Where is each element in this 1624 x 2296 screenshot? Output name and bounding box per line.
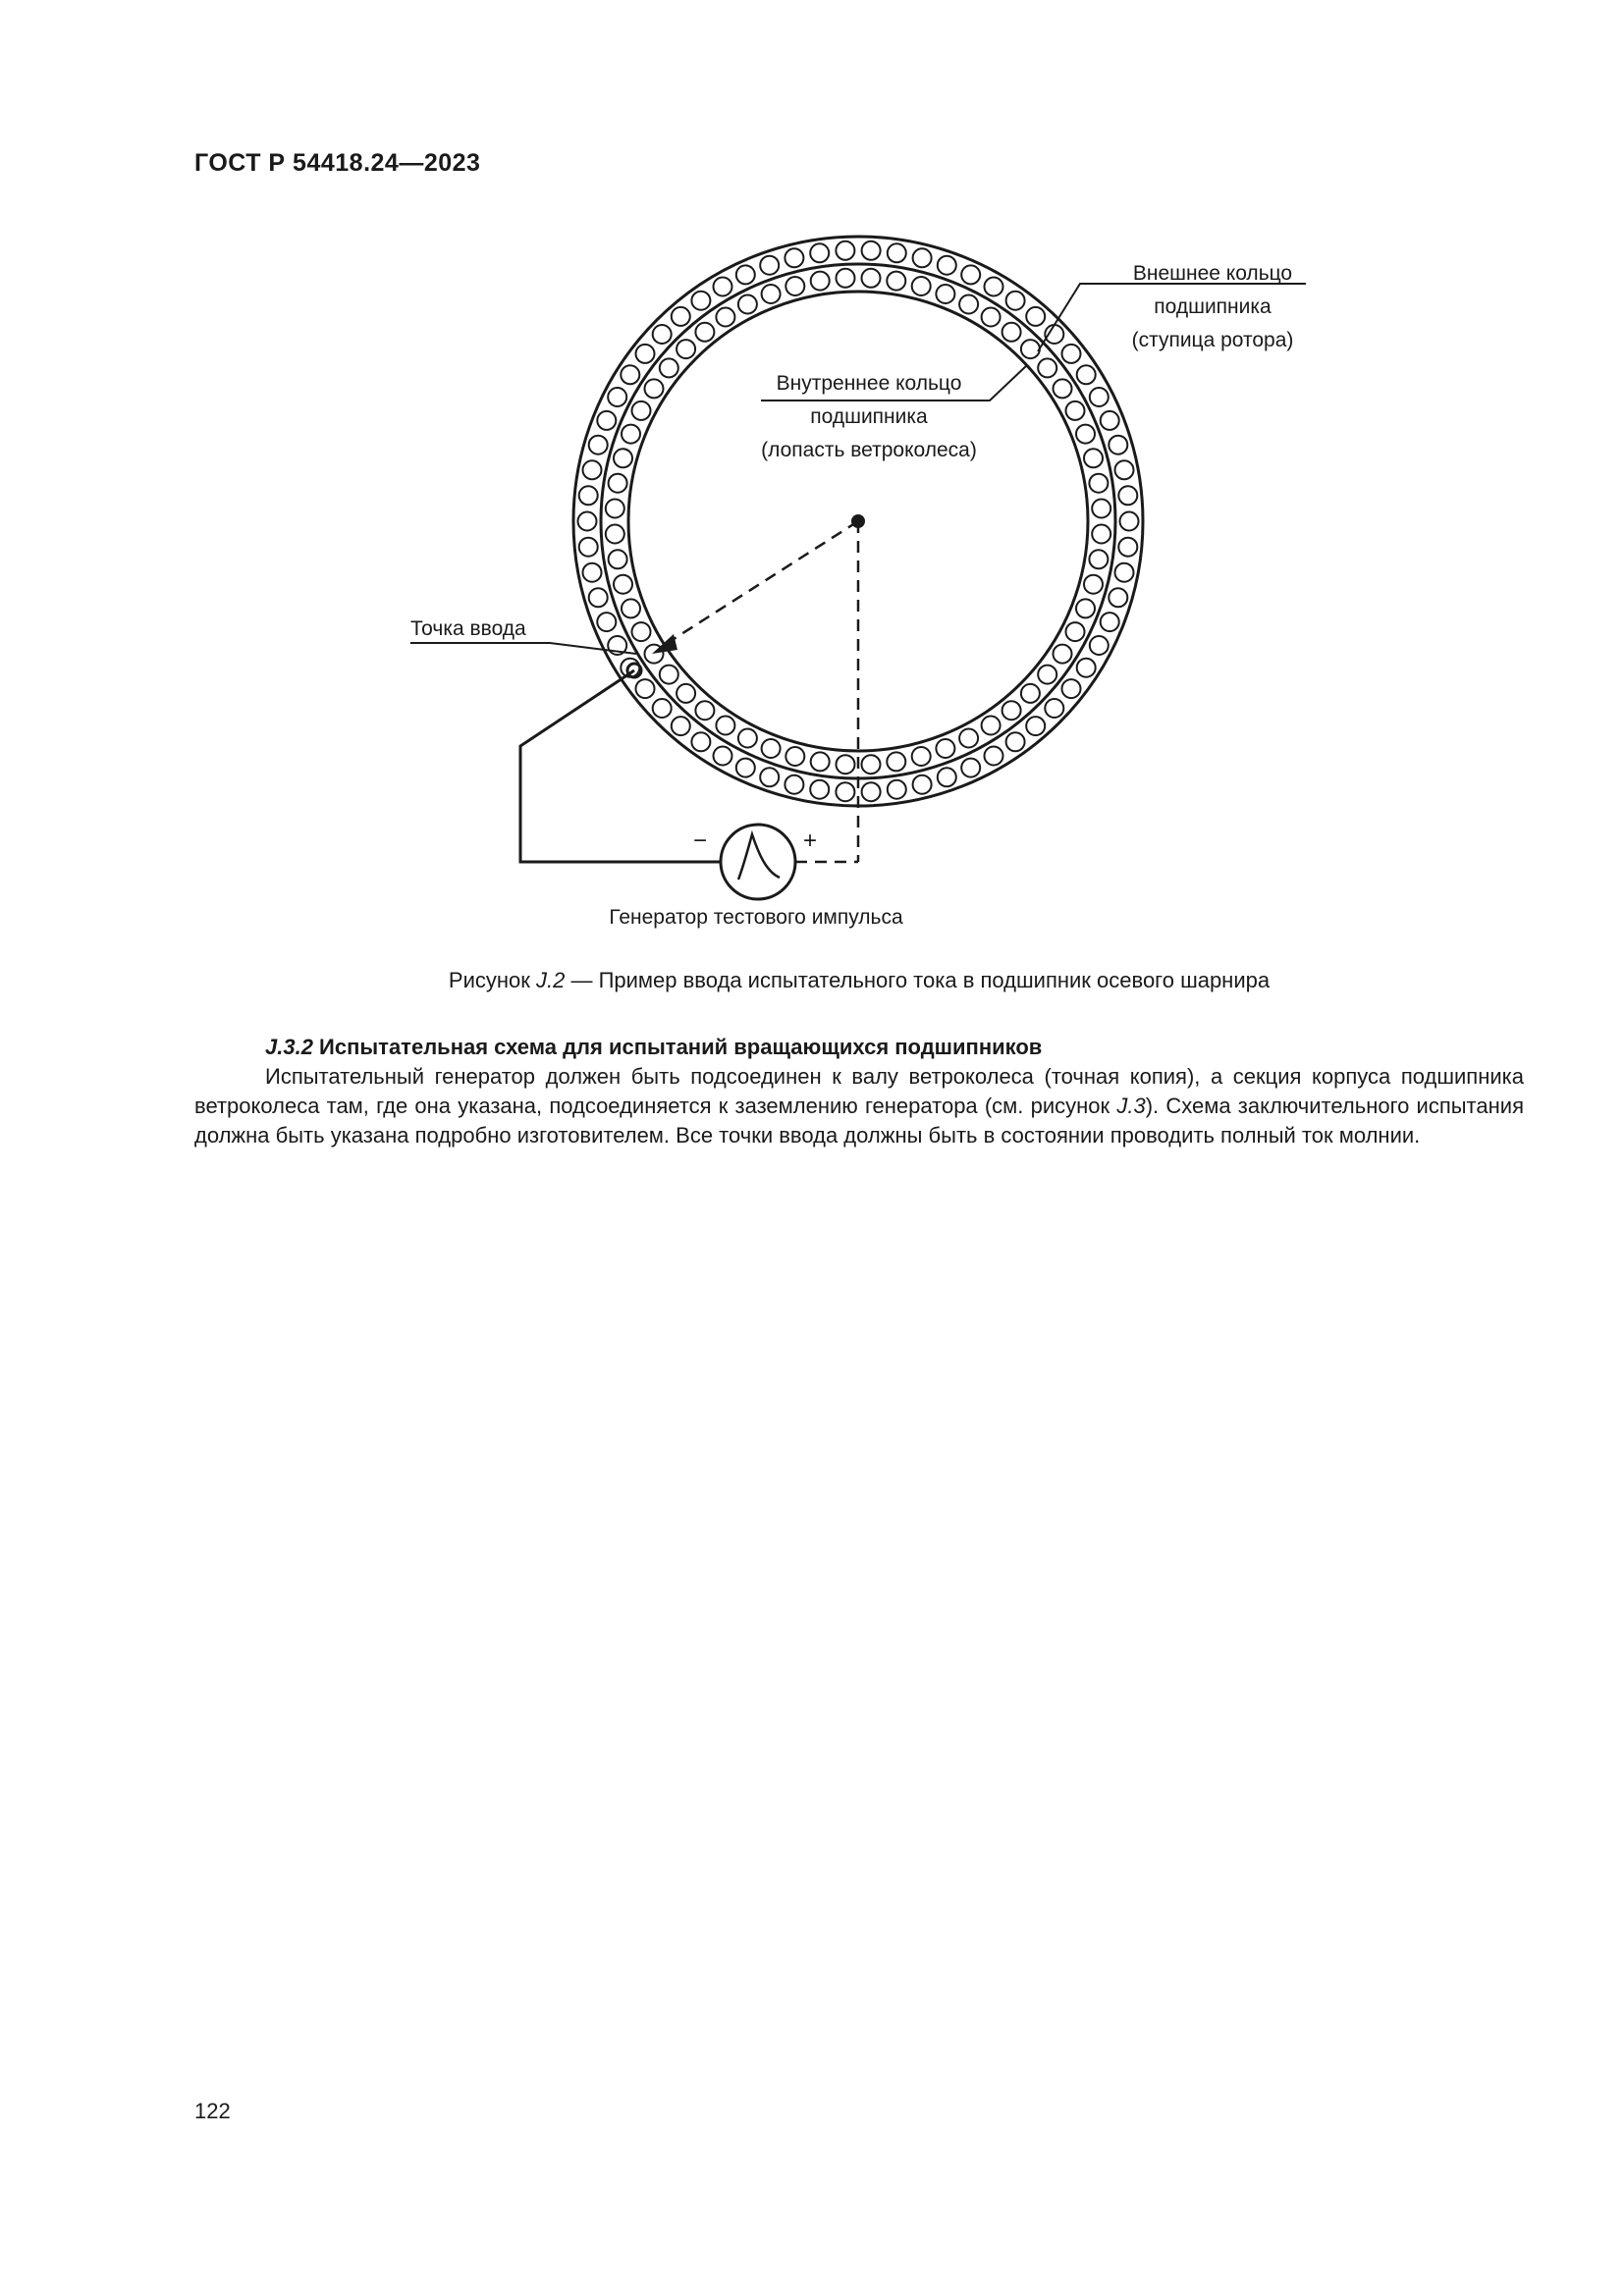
bearing-ball bbox=[913, 775, 932, 794]
bearing-ball bbox=[622, 599, 640, 617]
figure-caption bbox=[194, 968, 1524, 993]
caption-prefix: Рисунок bbox=[448, 968, 536, 992]
bearing-ball bbox=[985, 278, 1003, 296]
bearing-ball bbox=[959, 729, 978, 748]
bearing-ball bbox=[579, 538, 598, 557]
bearing-ball bbox=[938, 256, 956, 275]
inner-ring-label-line-2: подшипника bbox=[810, 405, 928, 428]
bearing-ball bbox=[959, 295, 978, 314]
bearing-ball bbox=[736, 265, 755, 284]
bearing-ball bbox=[645, 379, 664, 398]
bearing-ball bbox=[1002, 701, 1021, 720]
bearing-ball bbox=[836, 782, 854, 801]
bearing-ball bbox=[1109, 588, 1127, 607]
bearing-ball bbox=[695, 323, 714, 342]
bearing-ball bbox=[810, 243, 829, 262]
bearing-ball bbox=[606, 525, 624, 544]
bearing-ball bbox=[785, 747, 804, 766]
bearing-ball bbox=[1084, 575, 1103, 594]
bearing-ball bbox=[716, 717, 734, 735]
bearing-ball bbox=[1089, 550, 1108, 568]
bearing-ball bbox=[760, 256, 779, 275]
bearing-ball bbox=[762, 739, 781, 758]
bearing-ball bbox=[1054, 645, 1072, 664]
bearing-ball bbox=[1090, 388, 1109, 406]
bearing-ball bbox=[837, 755, 855, 774]
generator-plus-sign: + bbox=[803, 828, 818, 854]
section-body bbox=[194, 1062, 1524, 1150]
bearing-ball bbox=[785, 248, 803, 267]
generator-symbol bbox=[721, 825, 795, 899]
section-title bbox=[194, 1033, 1524, 1062]
bearing-ball bbox=[1089, 474, 1108, 493]
page-number: 122 bbox=[194, 2099, 231, 2123]
figure-bearing-diagram bbox=[0, 0, 1624, 942]
bearing-ball bbox=[716, 308, 734, 327]
bearing-ball bbox=[888, 780, 906, 799]
bearing-ball bbox=[888, 243, 906, 262]
bearing-ball bbox=[621, 365, 639, 384]
bearing-ball bbox=[1077, 659, 1096, 677]
bearing-ball bbox=[597, 411, 616, 430]
bearing-ball bbox=[606, 500, 624, 518]
bearing-ball bbox=[597, 613, 616, 631]
bearing-ball bbox=[912, 277, 931, 295]
bearing-ball bbox=[1084, 449, 1103, 467]
outer-ring-label-line-3: (ступица ротора) bbox=[1131, 329, 1294, 351]
bearing-ball bbox=[579, 486, 598, 505]
bearing-ball bbox=[1092, 500, 1110, 518]
bearing-ball bbox=[961, 265, 980, 284]
dashed-current-path bbox=[660, 521, 858, 648]
bearing-ball bbox=[785, 775, 803, 794]
bearing-ball bbox=[583, 460, 602, 479]
bearing-ball bbox=[1101, 613, 1119, 631]
bearing-ball bbox=[660, 666, 678, 684]
bearing-ball bbox=[862, 782, 881, 801]
bearing-ball bbox=[1038, 666, 1056, 684]
document-header: ГОСТ Р 54418.24—2023 bbox=[194, 149, 481, 177]
bearing-ball bbox=[938, 768, 956, 786]
body-figure-reference: J.3 bbox=[1116, 1094, 1146, 1118]
bearing-ball bbox=[1066, 401, 1085, 420]
bearing-ball bbox=[714, 278, 732, 296]
bearing-ball bbox=[1006, 732, 1025, 751]
bearing-ball bbox=[982, 308, 1001, 327]
bearing-ball bbox=[1076, 425, 1095, 444]
bearing-ball bbox=[1021, 684, 1040, 703]
body-text-part-1: Испытательный генератор должен быть подсоединен к валу ветроколеса (точная копия), а секция корпуса подшипника ветроколеса там, где она указана, подсоединяется к заземлению генератора (см. рисунок bbox=[194, 1064, 1524, 1118]
bearing-ball bbox=[1062, 679, 1081, 698]
bearing-ball bbox=[653, 325, 672, 344]
bearing-ball bbox=[862, 241, 881, 260]
bearing-ball bbox=[691, 292, 710, 310]
bearing-ball bbox=[1090, 636, 1109, 655]
bearing-ball bbox=[1054, 379, 1072, 398]
entry-point-label: Точка ввода bbox=[410, 617, 526, 640]
bearing-ball bbox=[583, 563, 602, 582]
caption-text: — Пример ввода испытательного тока в подшипник осевого шарнира bbox=[565, 968, 1271, 992]
bearing-ball bbox=[1077, 365, 1096, 384]
bearing-ball bbox=[982, 717, 1001, 735]
bearing-ball bbox=[1038, 358, 1056, 377]
bearing-ball bbox=[1021, 340, 1040, 358]
bearing-ball bbox=[632, 401, 651, 420]
bearing-ball bbox=[837, 269, 855, 288]
bearing-ball bbox=[912, 747, 931, 766]
bearing-ball bbox=[677, 684, 695, 703]
inner-ring-label bbox=[722, 367, 1016, 467]
section-title-text: Испытательная схема для испытаний вращающихся подшипников bbox=[312, 1035, 1043, 1059]
inner-ring-label-line-3: (лопасть ветроколеса) bbox=[761, 439, 977, 461]
generator-minus-sign: − bbox=[693, 828, 708, 854]
bearing-ball bbox=[653, 699, 672, 718]
bearing-ball bbox=[632, 622, 651, 641]
bearing-ball bbox=[1045, 699, 1063, 718]
bearing-ball bbox=[811, 752, 830, 771]
bearing-ball bbox=[762, 285, 781, 303]
bearing-ball bbox=[785, 277, 804, 295]
bearing-ball bbox=[614, 575, 632, 594]
bearing-ball bbox=[1006, 292, 1025, 310]
bearing-ball bbox=[1002, 323, 1021, 342]
bearing-ball bbox=[609, 474, 627, 493]
bearing-ball bbox=[1026, 307, 1045, 326]
bearing-ball bbox=[660, 358, 678, 377]
bearing-ball bbox=[985, 747, 1003, 766]
bearing-ball bbox=[1109, 436, 1127, 454]
bearing-ball bbox=[736, 759, 755, 777]
bearing-ball bbox=[614, 449, 632, 467]
bearing-ball bbox=[608, 388, 626, 406]
bearing-ball bbox=[1118, 486, 1137, 505]
bearing-ball bbox=[672, 717, 690, 735]
bearing-ball bbox=[691, 732, 710, 751]
bearing-ball bbox=[936, 285, 954, 303]
outer-ring-label-line-1: Внешнее кольцо bbox=[1132, 262, 1293, 285]
bearing-ball bbox=[811, 272, 830, 291]
bearing-ball bbox=[622, 425, 640, 444]
bearing-ball bbox=[1076, 599, 1095, 617]
bearing-ball bbox=[1118, 538, 1137, 557]
bearing-ball bbox=[961, 759, 980, 777]
bearing-ball bbox=[862, 269, 881, 288]
bearing-ball bbox=[936, 739, 954, 758]
bearing-ball bbox=[862, 755, 881, 774]
bearing-ball bbox=[589, 588, 608, 607]
outer-ring-label bbox=[1065, 257, 1360, 357]
bearing-ball bbox=[913, 248, 932, 267]
caption-figure-number: J.2 bbox=[535, 968, 566, 992]
bearing-ball bbox=[677, 340, 695, 358]
bearing-ball bbox=[810, 780, 829, 799]
bearing-ball bbox=[836, 241, 854, 260]
bearing-diagram-svg bbox=[0, 0, 1624, 942]
section-number: J.3.2 bbox=[265, 1035, 313, 1059]
bearing-ball bbox=[1101, 411, 1119, 430]
bearing-ball bbox=[695, 701, 714, 720]
bearing-ball bbox=[1026, 717, 1045, 735]
bearing-ball bbox=[887, 272, 905, 291]
inner-ring-label-line-1: Внутреннее кольцо bbox=[776, 372, 962, 395]
bearing-ball bbox=[1120, 512, 1139, 531]
bearing-ball bbox=[589, 436, 608, 454]
generator-label: Генератор тестового импульса bbox=[609, 906, 903, 929]
bearing-ball bbox=[578, 512, 597, 531]
bearing-ball bbox=[738, 729, 757, 748]
bearing-ball bbox=[760, 768, 779, 786]
bearing-ball bbox=[1066, 622, 1085, 641]
bearing-ball bbox=[636, 679, 655, 698]
bearing-ball bbox=[1092, 525, 1110, 544]
bearing-ball bbox=[609, 550, 627, 568]
bearing-ball bbox=[738, 295, 757, 314]
outer-ring-label-line-2: подшипника bbox=[1154, 295, 1272, 318]
bearing-ball bbox=[1115, 460, 1134, 479]
bearing-ball bbox=[714, 747, 732, 766]
bearing-ball bbox=[887, 752, 905, 771]
bearing-ball bbox=[636, 345, 655, 363]
bearing-ball bbox=[1115, 563, 1134, 582]
section-j-3-2 bbox=[194, 1033, 1524, 1150]
body-text-part-2: ). Схема заключительного испытания должна быть указана подробно изготовителем. Все точки ввода должны быть в состоянии проводить полный ток молнии. bbox=[194, 1094, 1524, 1148]
bearing-ball bbox=[672, 307, 690, 326]
